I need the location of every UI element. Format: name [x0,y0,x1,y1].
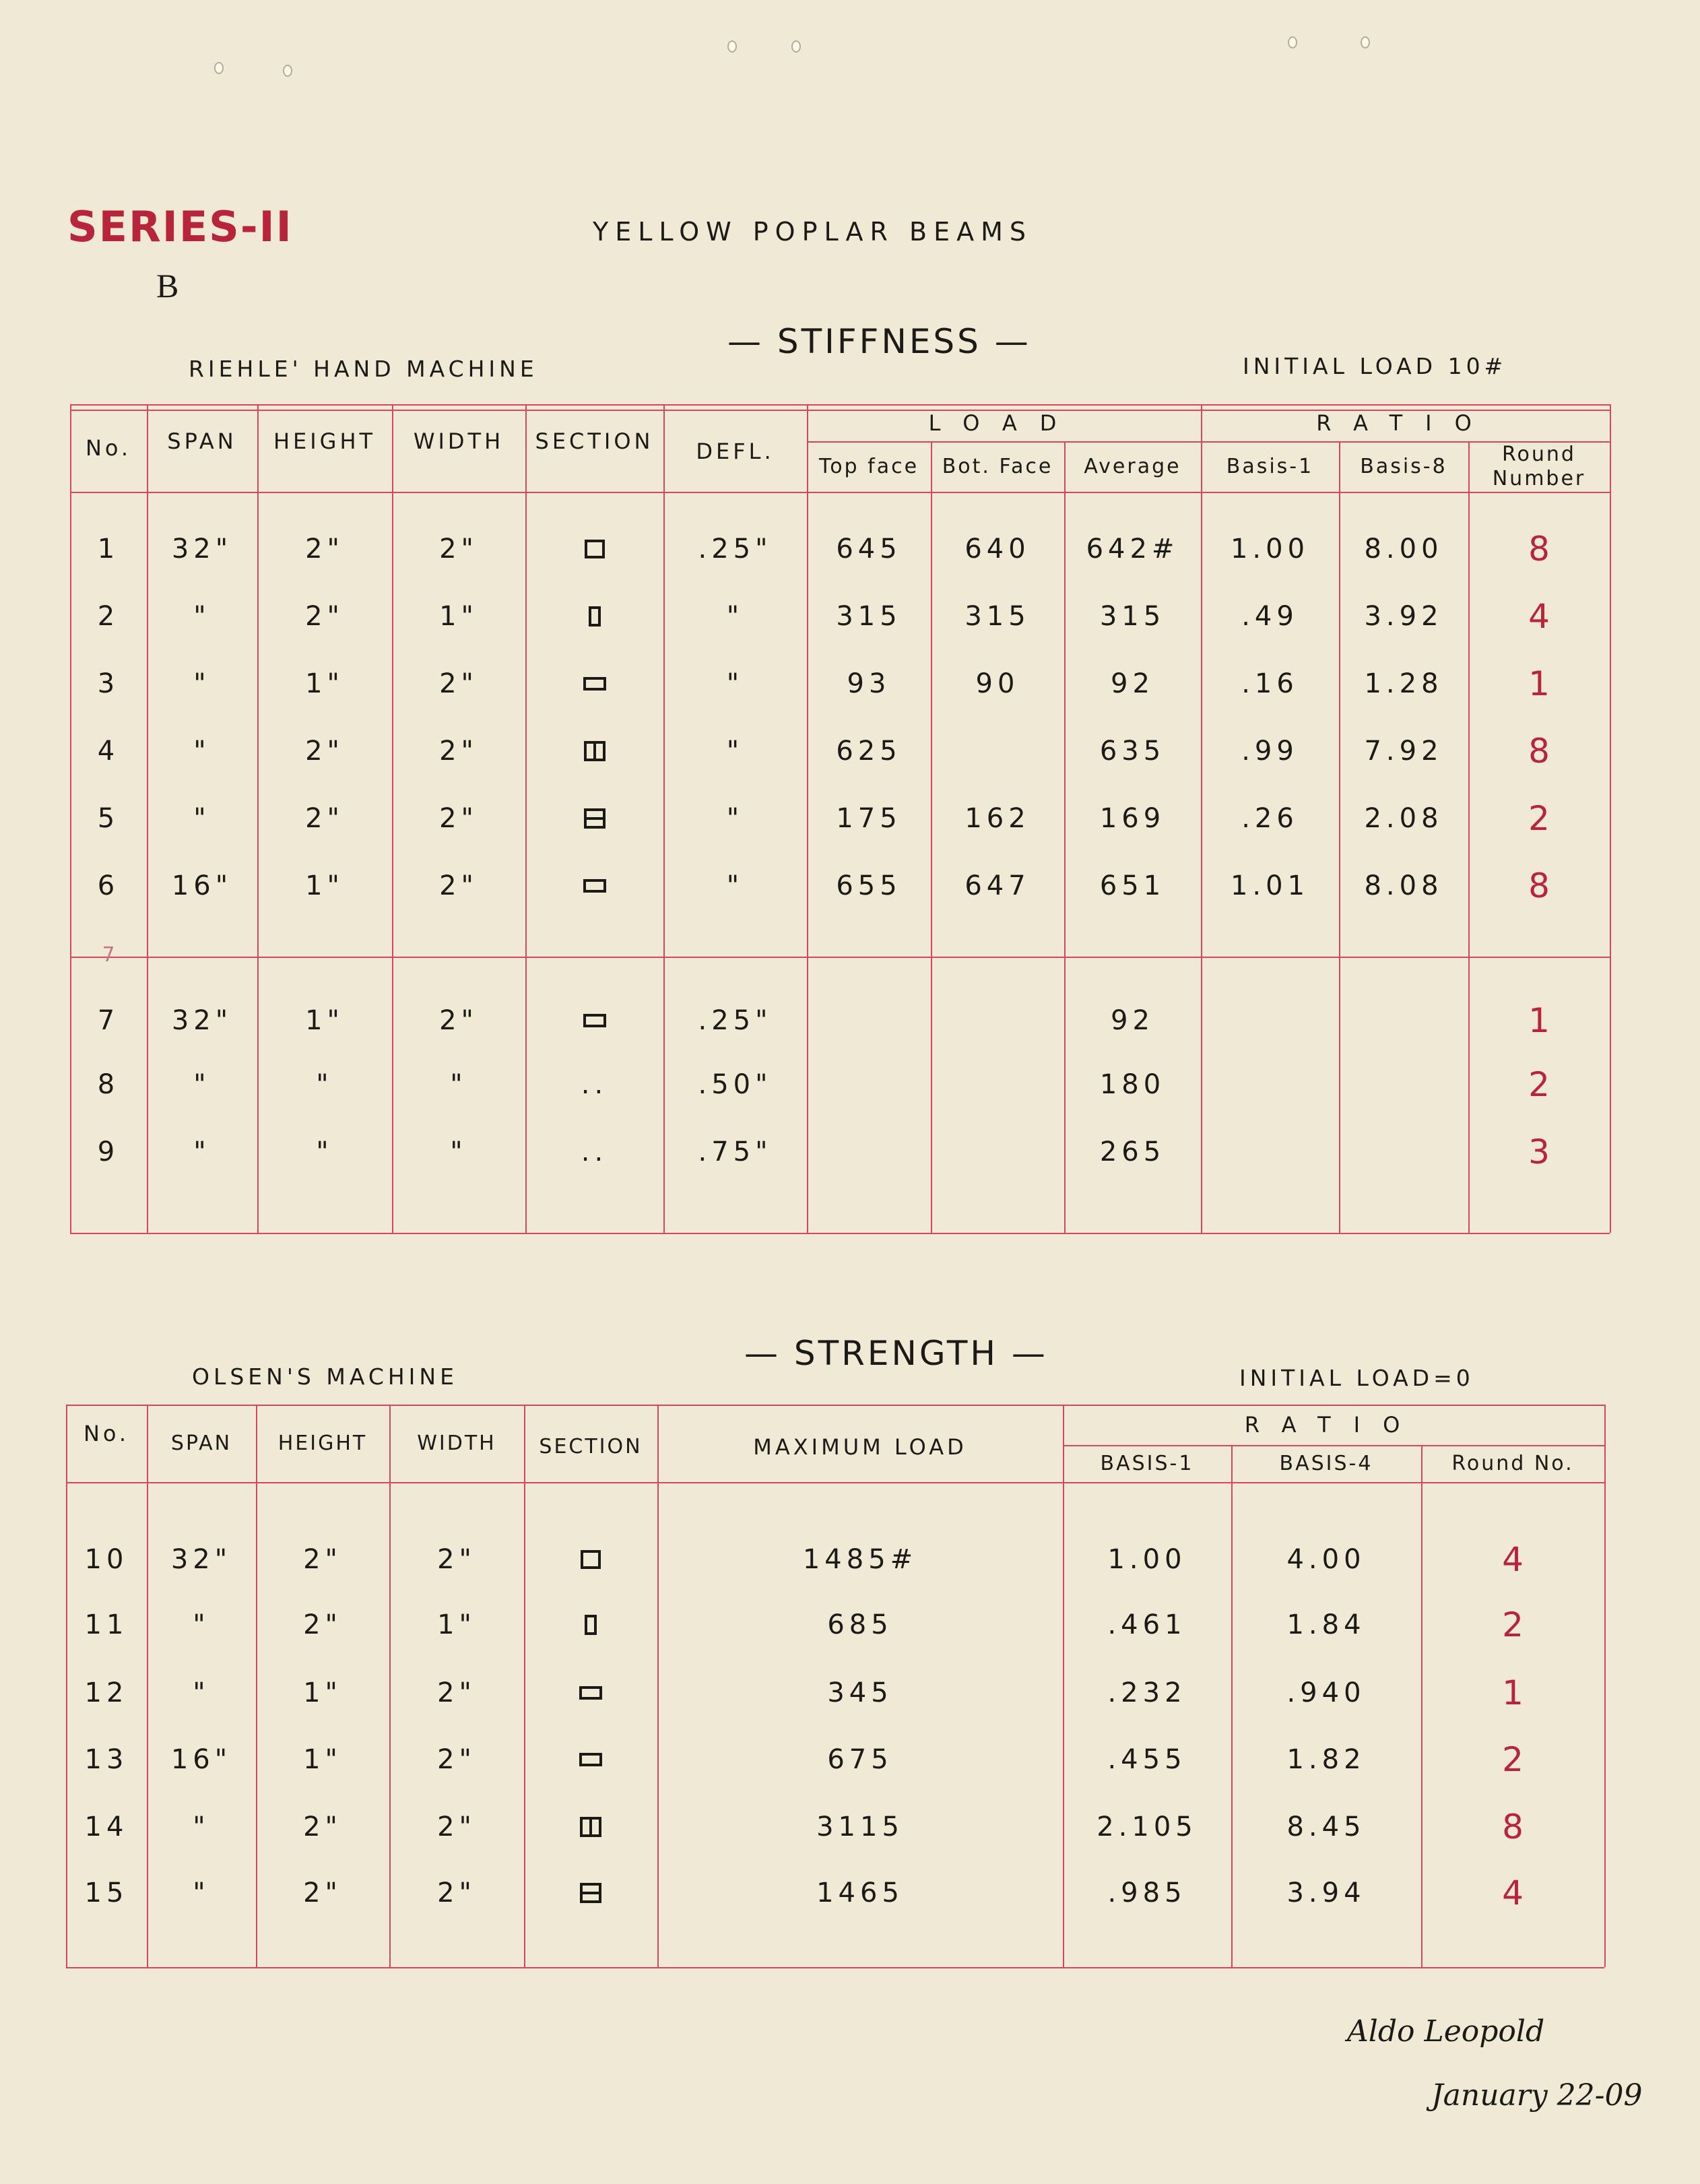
table-cell-span: " [193,1877,210,1908]
table-cell-b1: .455 [1107,1744,1187,1775]
table-cell-width: 1" [437,1609,476,1640]
table-cell-b1: 2.105 [1097,1811,1198,1842]
series-sub-label: B [156,267,179,304]
table-cell-avg: 315 [1099,601,1166,632]
table-cell-b1: .232 [1107,1677,1187,1708]
table-cell-bot: 647 [965,870,1031,901]
table-cell-section [525,589,663,643]
table-cell-section [524,1733,657,1787]
series-label: SERIES-II [67,202,293,251]
table-cell-b1: 1.00 [1107,1544,1187,1575]
table-cell-span: 16" [170,1744,232,1775]
table-cell-span: 16" [171,870,233,901]
table-cell-no: 15 [84,1877,129,1908]
stiffness-title: — STIFFNESS — [727,322,1031,361]
round-number-cell: 2 [1502,1740,1524,1779]
table-cell-span: " [193,803,211,834]
table-cell-max: 685 [827,1609,893,1640]
column-line [1604,1405,1606,1967]
table-cell-b1: .99 [1241,736,1299,767]
beam-section-flat-icon [579,1686,602,1700]
table-cell-section [525,522,663,576]
table-cell-span: " [193,736,211,767]
column-header-width: WIDTH [413,428,504,454]
table-cell-avg: 635 [1099,736,1166,767]
table-cell-no: 10 [84,1544,129,1575]
table-cell-b1 [1201,994,1339,1048]
table-cell-no: 13 [84,1744,129,1775]
table-cell-top [807,1125,931,1179]
table-cell-height: 1" [303,1744,342,1775]
signature-name: Aldo Leopold [1347,2014,1545,2049]
table-cell-section: .. [581,1136,608,1167]
round-number-cell: 2 [1502,1605,1524,1644]
table-cell-span: " [193,668,211,699]
table-cell-section [524,1533,657,1586]
binder-hole-mark [727,40,737,53]
column-header-maximum-load: MAXIMUM LOAD [753,1434,967,1460]
column-header-width: WIDTH [417,1431,496,1455]
table-cell-height: 2" [303,1811,342,1842]
table-cell-no: 11 [84,1609,129,1640]
binder-hole-mark [791,40,801,53]
table-cell-span: 32" [171,1005,233,1036]
table-cell-defl: .75" [698,1136,773,1167]
column-header-round-no: Round No. [1451,1451,1574,1475]
column-header-basis-1: BASIS-1 [1100,1451,1194,1475]
beam-section-split-h-icon [584,808,606,829]
table-cell-width: 2" [439,736,478,767]
column-header-basis-4: BASIS-4 [1279,1451,1373,1475]
table-cell-bot: 90 [975,668,1020,699]
beam-section-split-h-icon [580,1883,601,1903]
table-border-bottom [66,1967,1604,1968]
strength-title: — STRENGTH — [744,1334,1048,1373]
table-cell-defl: .25" [698,1005,773,1036]
beam-section-split-v-icon [584,741,606,761]
table-cell-b1: 1.01 [1230,870,1310,901]
binder-hole-mark [1288,36,1297,49]
table-cell-height: 2" [305,534,344,565]
table-cell-section [525,792,663,845]
round-number-cell: 3 [1528,1132,1550,1171]
table-cell-max: 3115 [816,1811,904,1842]
column-header-span: SPAN [170,1431,232,1455]
table-cell-b8 [1339,1058,1468,1112]
table-cell-width: 2" [437,1811,476,1842]
column-header-average: Average [1084,454,1181,478]
binder-hole-mark [283,65,292,77]
table-cell-height: 2" [305,601,344,632]
page-title: YELLOW POPLAR BEAMS [593,217,1033,247]
table-cell-top: 655 [836,870,902,901]
table-cell-defl: " [726,736,744,767]
table-cell-defl: " [726,668,744,699]
table-cell-section [524,1866,657,1920]
round-number-header-line: Round [1502,442,1576,466]
column-header-span: SPAN [167,428,237,454]
round-number-cell: 1 [1528,1001,1550,1040]
column-group-load: LOAD [928,410,1080,436]
table-cell-b8 [1339,1125,1468,1179]
table-cell-width: 2" [437,1677,476,1708]
column-header-section: SECTION [535,428,654,454]
table-cell-no: 7 [97,1005,120,1036]
column-group-ratio: RATIO [1244,1412,1423,1438]
table-border-bottom [70,1233,1610,1234]
table-cell-b4: 3.94 [1286,1877,1366,1908]
table-cell-span: " [193,1136,211,1167]
table-cell-no: 1 [97,534,120,565]
table-cell-no: 4 [97,736,120,767]
table-cell-b1: 1.00 [1230,534,1310,565]
table-cell-height: " [316,1069,333,1100]
table-cell-section [525,657,663,711]
beam-section-flat-icon [583,879,606,893]
round-number-cell: 8 [1528,529,1550,569]
column-header-defl: DEFL. [696,439,775,464]
beam-section-square-icon [585,540,605,558]
table-cell-width: 2" [439,1005,478,1036]
table-cell-section [525,994,663,1048]
table-cell-max: 1485# [802,1544,918,1575]
beam-section-flat-icon [579,1753,602,1766]
table-cell-section [524,1800,657,1854]
table-cell-max: 1465 [816,1877,904,1908]
table-cell-span: 32" [170,1544,232,1575]
table-cell-no: 14 [84,1811,129,1842]
table-cell-top: 175 [836,803,902,834]
round-number-cell: 1 [1502,1673,1524,1712]
table-cell-height: 1" [305,1005,344,1036]
table-cell-no: 9 [97,1136,120,1167]
table-cell-defl: .50" [698,1069,773,1100]
table-cell-height: 2" [305,803,344,834]
table-cell-b8: 2.08 [1364,803,1443,834]
table-cell-width: 2" [439,870,478,901]
column-header-no: No. [85,435,132,461]
table-cell-width: " [450,1069,467,1100]
table-cell-b4: 4.00 [1286,1544,1366,1575]
table-cell-height: 1" [305,668,344,699]
table-cell-span: " [193,1811,210,1842]
table-cell-defl: " [726,803,744,834]
table-cell-no: 5 [97,803,120,834]
beam-section-tall-icon [589,606,601,627]
table-cell-height: 2" [303,1544,342,1575]
column-header-top-face: Top face [818,454,919,478]
table-cell-b1 [1201,1125,1339,1179]
table-cell-span: " [193,1609,210,1640]
round-number-cell: 4 [1502,1873,1524,1913]
table-cell-defl: .25" [698,534,773,565]
round-number-cell: 1 [1528,664,1550,703]
table-cell-avg: 180 [1099,1069,1166,1100]
column-header-basis-8: Basis-8 [1360,454,1447,478]
table-cell-avg: 265 [1099,1136,1166,1167]
table-cell-no: 8 [97,1069,120,1100]
table-cell-width: 1" [439,601,478,632]
header-bottom-line [70,492,1610,493]
table-cell-b8 [1339,994,1468,1048]
table-cell-bot [931,994,1064,1048]
beam-section-flat-icon [583,1014,606,1027]
column-header-bot-face: Bot. Face [942,454,1053,478]
table-cell-width: 2" [439,803,478,834]
table-cell-b8: 3.92 [1364,601,1443,632]
table-cell-bot [931,724,1064,778]
table-cell-section: .. [581,1069,608,1100]
group-divider-mark: 7 [102,942,115,967]
column-line [1610,404,1611,1233]
column-header-section: SECTION [539,1434,643,1458]
table-cell-span: " [193,1069,211,1100]
table-cell-section [525,859,663,913]
table-cell-height: 2" [303,1609,342,1640]
table-cell-section [524,1598,657,1652]
table-cell-width: 2" [439,534,478,565]
table-cell-avg: 92 [1111,1005,1154,1036]
table-cell-top: 93 [847,668,891,699]
table-cell-b8: 8.00 [1364,534,1443,565]
column-header-round-number [1468,441,1610,492]
table-cell-max: 345 [827,1677,893,1708]
table-cell-bot: 315 [965,601,1031,632]
table-cell-width: 2" [437,1544,476,1575]
table-cell-b8: 7.92 [1364,736,1443,767]
table-cell-defl: " [726,870,744,901]
column-header-height: HEIGHT [277,1431,368,1455]
table-cell-avg: 92 [1111,668,1154,699]
table-cell-width: 2" [439,668,478,699]
table-cell-section [524,1666,657,1720]
column-header-basis-1: Basis-1 [1226,454,1314,478]
column-header-no: No. [83,1420,130,1446]
table-cell-top: 625 [836,736,902,767]
round-number-cell: 2 [1528,799,1550,838]
table-cell-avg: 169 [1099,803,1166,834]
table-cell-b8: 8.08 [1364,870,1443,901]
binder-hole-mark [1361,36,1370,49]
table-cell-width: " [450,1136,467,1167]
signature-date: January 22-09 [1431,2078,1643,2113]
table-cell-bot [931,1058,1064,1112]
table-cell-b8: 1.28 [1364,668,1443,699]
table-cell-b1: .49 [1241,601,1299,632]
table-cell-max: 675 [827,1744,893,1775]
round-number-cell: 8 [1502,1807,1524,1846]
beam-section-square-icon [581,1550,601,1569]
stiffness-machine: RIEHLE' HAND MACHINE [189,356,538,382]
group-divider-line [70,957,1610,958]
binder-hole-mark [214,62,224,74]
round-number-header-line: Number [1492,466,1586,490]
round-number-cell: 4 [1528,597,1550,636]
column-group-ratio: RATIO [1316,410,1495,436]
table-cell-no: 2 [97,601,120,632]
table-cell-span: 32" [171,534,233,565]
table-cell-height: 1" [303,1677,342,1708]
table-cell-height: 1" [305,870,344,901]
strength-initial-load: INITIAL LOAD=0 [1239,1365,1474,1391]
table-cell-b4: .940 [1286,1677,1366,1708]
table-cell-bot: 162 [965,803,1031,834]
table-cell-top [807,994,931,1048]
round-number-cell: 8 [1528,732,1550,771]
table-cell-no: 12 [84,1677,129,1708]
table-cell-span: " [193,1677,210,1708]
table-cell-height: 2" [305,736,344,767]
table-cell-no: 6 [97,870,120,901]
table-cell-b4: 1.84 [1286,1609,1366,1640]
table-cell-top [807,1058,931,1112]
table-cell-width: 2" [437,1744,476,1775]
column-header-height: HEIGHT [273,428,377,454]
table-cell-avg: 651 [1099,870,1166,901]
table-cell-b1: .16 [1241,668,1299,699]
table-cell-b1: .461 [1107,1609,1187,1640]
table-cell-b4: 8.45 [1286,1811,1366,1842]
beam-section-flat-icon [583,677,606,690]
table-cell-b1: .26 [1241,803,1299,834]
beam-section-split-v-icon [580,1817,601,1837]
round-number-cell: 2 [1528,1065,1550,1104]
table-cell-b1 [1201,1058,1339,1112]
round-number-cell: 4 [1502,1540,1524,1579]
table-cell-height: 2" [303,1877,342,1908]
table-cell-top: 315 [836,601,902,632]
table-cell-b1: .985 [1107,1877,1187,1908]
table-cell-avg: 642# [1086,534,1179,565]
table-cell-width: 2" [437,1877,476,1908]
table-cell-height: " [316,1136,333,1167]
round-number-cell: 8 [1528,866,1550,905]
table-cell-bot [931,1125,1064,1179]
table-cell-b4: 1.82 [1286,1744,1366,1775]
table-cell-defl: " [726,601,744,632]
strength-machine: OLSEN'S MACHINE [192,1363,458,1390]
table-cell-section [525,724,663,778]
table-cell-bot: 640 [965,534,1031,565]
table-cell-top: 645 [836,534,902,565]
stiffness-initial-load: INITIAL LOAD 10# [1243,353,1507,379]
beam-section-tall-icon [585,1615,597,1635]
table-cell-no: 3 [97,668,120,699]
table-cell-span: " [193,601,211,632]
